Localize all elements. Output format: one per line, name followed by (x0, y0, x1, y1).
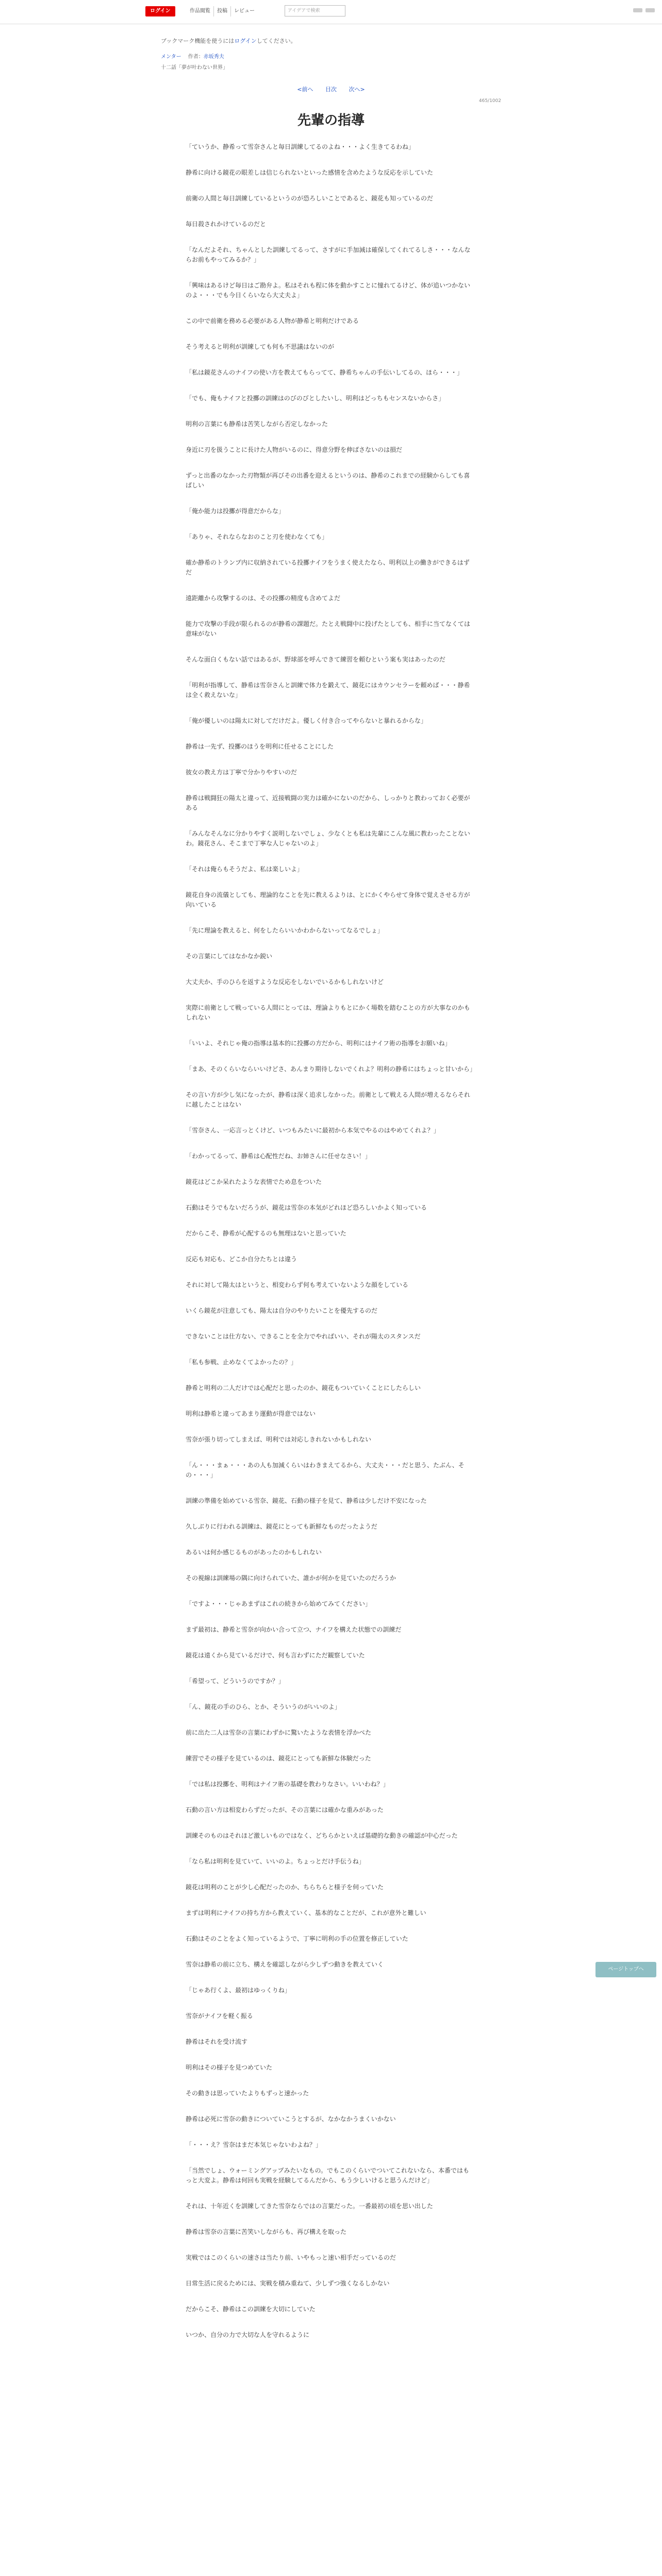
paragraph: 能力で攻撃の手段が限られるのが静希の課題だ。たとえ戦闘中に投げたとしても、相手に当てなくては意味がない (186, 620, 471, 637)
paragraph: 石動はそうでもないだろうが、鏡花は雪奈の本気がどれほど恐ろしいかよく知っている (186, 1204, 427, 1211)
paragraph: 鏡花はどこか呆れたような表情でため息をついた (186, 1178, 322, 1185)
paragraph: 「興味はあるけど毎日はご勘弁よ。私はそれも程に体を動かすことに憧れてるけど、体が追いつかないのよ・・・でも今日くらいなら大丈夫よ」 (186, 282, 471, 299)
paragraph: 「ん、鏡花の手のひら、とか、そういうのがいいのよ」 (186, 1703, 341, 1710)
page-number: 465/1002 (478, 98, 501, 104)
paragraph: 「ていうか、静希って雪奈さんと毎日訓練してるのよね・・・よく生きてるわね」 (186, 143, 415, 150)
paragraph: 日常生活に戻るためには、実戦を積み重ねて、少しずつ強くなるしかない (186, 2280, 390, 2287)
series-title-link[interactable]: メンター (161, 54, 181, 60)
author-link[interactable]: 赤坂秀夫 (203, 54, 224, 60)
paragraph: 身近に刃を扱うことに長けた人物がいるのに、得意分野を伸ばさないのは損だ (186, 446, 403, 453)
paragraph: 彼女の教え方は丁寧で分かりやすいのだ (186, 769, 297, 776)
paragraph: 静希は戦闘狂の陽太と違って、近接戦闘の実力は確かにないのだから、しっかりと教わっておく必要がある (186, 794, 470, 811)
search-input[interactable]: アイデアで検索 (285, 5, 345, 16)
bookmark-notice (161, 37, 501, 45)
paragraph: だからこそ、静希が心配するのも無理はないと思っていた (186, 1230, 346, 1237)
site-header (0, 0, 662, 24)
pager (161, 85, 501, 93)
content-column (161, 37, 501, 2340)
paragraph: 静希に向ける鏡花の眼差しは信じられないといった感情を含めたような反応を示していた (186, 169, 434, 176)
paragraph: この中で前衛を務める必要がある人物が静希と明利だけである (186, 317, 359, 325)
paragraph: 「希望って、どういうのですか？」 (186, 1677, 285, 1685)
paragraph: 鏡花は遠くから見ているだけで、何も言わずにただ観察していた (186, 1652, 365, 1659)
paragraph: 明利は静希と違ってあまり運動が得意ではない (186, 1410, 316, 1417)
paragraph: 静希はそれを受け流す (186, 2038, 248, 2045)
paragraph: 練習でその様子を見ているのは、鏡花にとっても新鮮な体験だった (186, 1755, 371, 1762)
notice-suffix: してください。 (256, 38, 296, 44)
paragraph: 鏡花は明利のことが少し心配だったのか、ちらちらと様子を伺っていた (186, 1884, 384, 1891)
paragraph: 前衛の人間と毎日訓練しているというのが恐ろしいことであると、鏡花も知っているのだ (186, 195, 434, 202)
paragraph: 訓練そのものはそれほど激しいものではなく、どちらかといえば基礎的な動きの確認が中心だった (186, 1832, 458, 1839)
paragraph: 「雪奈さん、一応言っとくけど、いつもみたいに最初から本気でやるのはやめてくれよ？」 (186, 1127, 440, 1134)
paragraph: その視線は訓練場の隅に向けられていた、誰かが何かを見ていたのだろうか (186, 1574, 396, 1582)
paragraph: 明利の言葉にも静希は苦笑しながら否定しなかった (186, 420, 328, 428)
menu-icon[interactable] (633, 8, 642, 12)
paragraph: あるいは何か感じるものがあったのかもしれない (186, 1549, 322, 1556)
header-nav (187, 6, 258, 16)
paragraph: 確か静希のトランプ内に収納されている投擲ナイフをうまく使えたなら、明利以上の働きができるはずだ (186, 559, 470, 576)
paragraph: 反応も対応も、どこか自分たちとは違う (186, 1256, 297, 1263)
paragraph: 「ありゃ、それならなおのこと刃を使わなくても」 (186, 533, 328, 540)
nav-item-post[interactable]: 投稿 (213, 6, 230, 16)
paragraph: 静希は必死に雪奈の動きについていこうとするが、なかなかうまくいかない (186, 2115, 396, 2123)
paragraph: いくら鏡花が注意しても、陽太は自分のやりたいことを優先するのだ (186, 1307, 378, 1314)
series-info (161, 52, 501, 60)
paragraph: できないことは仕方ない、できることを全力でやればいい、それが陽太のスタンスだ (186, 1333, 421, 1340)
paragraph: 静希は一先ず、投擲のほうを明利に任せることにした (186, 743, 334, 750)
settings-icon[interactable] (646, 8, 655, 12)
paragraph: 「それは俺らもそうだよ、私は楽しいよ」 (186, 866, 304, 873)
paragraph: それは、十年近くを訓練してきた雪奈ならではの言葉だった。一番最初の頃を思い出した (186, 2202, 433, 2210)
paragraph: 雪奈がナイフを軽く振る (186, 2012, 253, 2020)
index-link[interactable]: 目次 (325, 86, 337, 93)
paragraph: 「わかってるって、静希は心配性だね、お姉さんに任せなさい！」 (186, 1153, 371, 1160)
paragraph: まず最初は、静希と雪奈が向かい合って立つ、ナイフを構えた状態での訓練だ (186, 1626, 402, 1633)
paragraph: 「先に理論を教えると、何をしたらいいかわからないってなるでしょ」 (186, 927, 384, 934)
paragraph: 訓練の準備を始めている雪奈、鏡花、石動の様子を見て、静希は少しだけ不安になった (186, 1497, 427, 1504)
paragraph: 「みんなそんなに分かりやすく説明しないでしょ、少なくとも私は先輩にこんな風に教わったことないわ。鏡花さん、そこまで丁寧な人じゃないのよ」 (186, 830, 470, 847)
paragraph: 実戦ではこのくらいの速さは当たり前、いやもっと速い相手だっているのだ (186, 2254, 396, 2261)
paragraph: 「じゃあ行くよ、最初はゆっくりね」 (186, 1987, 291, 1994)
paragraph: その動きは思っていたよりもずっと速かった (186, 2090, 309, 2097)
paragraph: 「まあ、そのくらいならいいけどさ、あんまり期待しないでくれよ？明利の静希にはちょっと甘いから」 (186, 1065, 476, 1073)
paragraph: 「・・・え？雪奈はまだ本気じゃないわよね？」 (186, 2141, 322, 2148)
paragraph: 「私は鏡花さんのナイフの使い方を教えてもらってて、静希ちゃんの手伝いしてるの、ほら・・・」 (186, 369, 464, 376)
paragraph: 雪奈は静希の前に立ち、構えを確認しながら少しずつ動きを教えていく (186, 1961, 384, 1968)
nav-item-review[interactable]: レビュー (230, 6, 258, 16)
notice-prefix: ブックマーク機能を使うには (161, 38, 235, 44)
notice-login-link[interactable]: ログイン (234, 38, 257, 44)
paragraph: 静希は雪奈の言葉に苦笑いしながらも、再び構えを取った (186, 2228, 347, 2235)
paragraph: 久しぶりに行われる訓練は、鏡花にとっても新鮮なものだったようだ (186, 1523, 377, 1530)
paragraph: それに対して陽太はというと、相変わらず何も考えていないような顔をしている (186, 1281, 409, 1289)
paragraph: 前に出た二人は雪奈の言葉にわずかに驚いたような表情を浮かべた (186, 1729, 372, 1736)
paragraph: いつか、自分の力で大切な人を守れるように (186, 2331, 310, 2338)
paragraph: 「では私は投擲を、明利はナイフ術の基礎を教わりなさい。いいわね？」 (186, 1781, 389, 1788)
nav-item-browse[interactable]: 作品閲覧 (190, 8, 210, 14)
header-icons (633, 8, 655, 12)
paragraph: 遠距離から攻撃するのは、その投擲の精度も含めてよだ (186, 595, 341, 602)
author-label: 作者： (188, 54, 204, 60)
paragraph: 鏡花自身の流儀としても、理論的なことを先に教えるよりは、とにかくやらせて身体で覚えさせる方が向いている (186, 891, 470, 908)
paragraph: 「いいよ、それじゃ俺の指導は基本的に投擲の方だから、明利にはナイフ術の指導をお願いね」 (186, 1040, 451, 1047)
paragraph: 「ですよ・・・じゃあまずはこれの続きから始めてみてください」 (186, 1600, 372, 1607)
paragraph: その言葉にしてはなかなか鋭い (186, 953, 273, 960)
paragraph: 大丈夫か、手のひらを返すような反応をしないでいるかもしれないけど (186, 978, 384, 986)
paragraph: 「ん・・・まぁ・・・あの人も加減くらいはわきまえてるから、大丈夫・・・だと思う、たぶん、その・・・」 (186, 1462, 465, 1479)
paragraph: 雪奈が張り切ってしまえば、明利では対応しきれないかもしれない (186, 1436, 372, 1443)
paragraph: まずは明利にナイフの持ち方から教えていく、基本的なことだが、これが意外と難しい (186, 1909, 426, 1917)
paragraph: 「なら私は明利を見ていて、いいのよ。ちょっとだけ手伝うね」 (186, 1858, 365, 1865)
paragraph: 「なんだよそれ、ちゃんとした訓練してるって、さすがに手加減は確保してくれてるしさ・・・なんならお前もやってみるか？」 (186, 246, 471, 263)
prev-link[interactable]: <前へ (297, 86, 313, 93)
paragraph: 「でも、俺もナイフと投擲の訓練はのびのびとしたいし、明利はどっちもセンスないからさ」 (186, 395, 445, 402)
paragraph: 静希と明利の二人だけでは心配だと思ったのか、鏡花もついていくことにしたらしい (186, 1384, 421, 1392)
paragraph: 石動の言い方は相変わらずだったが、その言葉には確かな重みがあった (186, 1806, 384, 1814)
next-link[interactable]: 次へ> (349, 86, 365, 93)
paragraph: そんな面白くもない話ではあるが、野球部を呼んできて練習を頼むという案も実はあったのだ (186, 656, 445, 663)
paragraph: ずっと出番のなかった刃物類が再びその出番を迎えるというのは、静希のこれまでの経験からしても喜ばしい (186, 472, 470, 489)
paragraph: 明利はその様子を見つめていた (186, 2064, 273, 2071)
paragraph: 「明利が指導して、静希は雪奈さんと訓練で体力を鍛えて、鏡花にはカウンセラーを頼めば・・・静希は全く救えないな」 (186, 682, 470, 699)
paragraph: その言い方が少し気になったが、静希は深く追求しなかった。前衛として戦える人間が増えるならそれに越したことはない (186, 1091, 471, 1108)
paragraph: そう考えると明利が訓練しても何も不思議はないのが (186, 343, 335, 350)
chapter-title: 先輩の指導 (297, 113, 365, 128)
login-button[interactable]: ログイン (145, 6, 175, 16)
chapter-line: 十二話「夢が叶わない世界」 (161, 65, 228, 71)
paragraph: 「俺が優しいのは陽太に対してだけだよ。優しく付き合ってやらないと暴れるからな」 (186, 717, 427, 724)
paragraph: だからこそ、静希はこの訓練を大切にしていた (186, 2306, 316, 2313)
paragraph: 毎日殺されかけているのだと (186, 221, 267, 228)
paragraph: 「当然でしょ、ウォーミングアップみたいなもの。でもこのくらいでついてこれないなら、本番ではもっと大変よ。静希は何回も実戦を経験してるんだから、もう少しいけると思うんだけど」 (186, 2167, 469, 2184)
paragraph: 石動はそのことをよく知っているようで、丁寧に明利の手の位置を修正していた (186, 1935, 408, 1942)
paragraph: 「私も参戦、止めなくてよかったの？」 (186, 1359, 297, 1366)
page-top-button[interactable]: ページトップへ (595, 1962, 656, 1977)
paragraph: 「俺か能力は投擲が得意だからな」 (186, 507, 285, 515)
chapter-body (161, 142, 501, 2340)
paragraph: 実際に前衛として戦っている人間にとっては、理論よりもとにかく場数を踏むことの方が大事なのかもしれない (186, 1004, 470, 1021)
